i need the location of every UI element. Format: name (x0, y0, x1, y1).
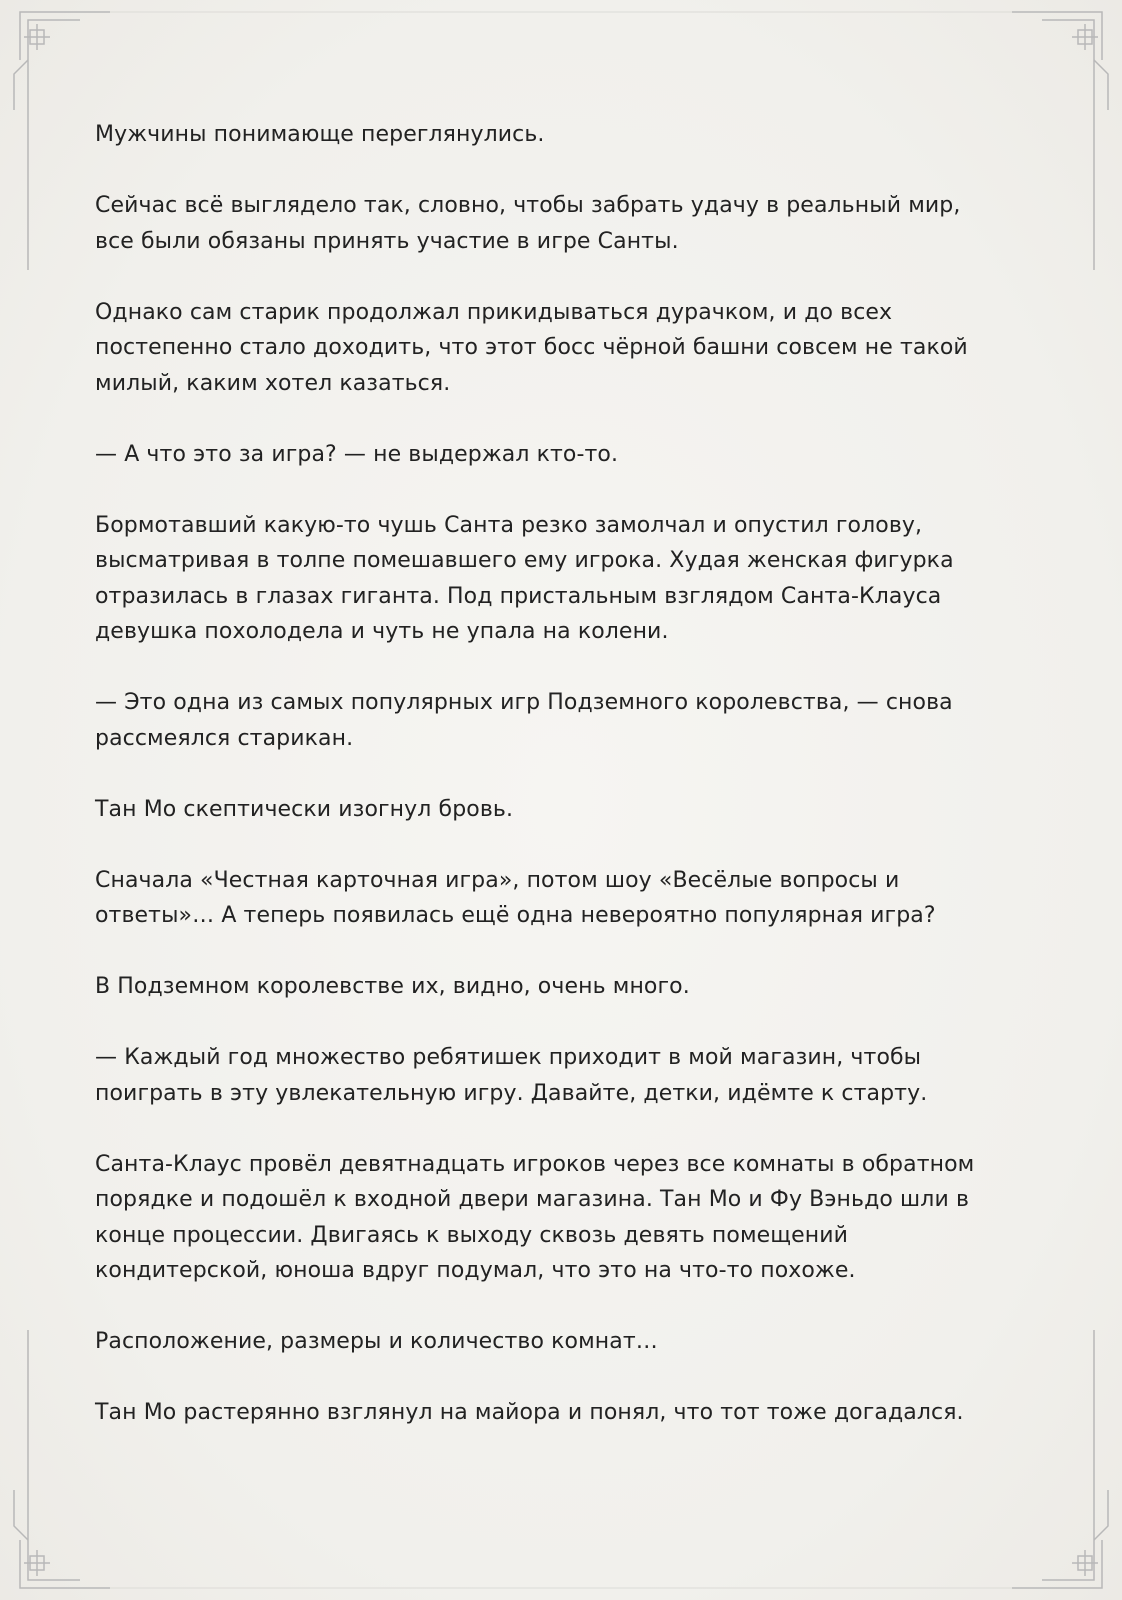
paragraph: Тан Мо скептически изогнул бровь. (95, 796, 514, 822)
paragraph: Сначала «Честная карточная игра», потом шоу «Весёлые вопросы и ответы»… А теперь появилась ещё одна невероятно популярная игра? (95, 867, 936, 928)
paragraph: Санта-Клаус провёл девятнадцать игроков через все комнаты в обратном порядке и подошёл к входной двери магазина. Тан Мо и Фу Вэньдо шли в конце процессии. Двигаясь к выходу сквозь девять помещений кондитерской, юноша вдруг подумал, что это на что-то похоже. (95, 1151, 975, 1283)
paragraph: Расположение, размеры и количество комнат… (95, 1329, 658, 1354)
paragraph: — А что это за игра? — не выдержал кто-то. (95, 441, 619, 467)
paragraph: Мужчины понимающе переглянулись. (95, 122, 545, 147)
story-text (95, 117, 1030, 1466)
paragraph: Сейчас всё выглядело так, словно, чтобы забрать удачу в реальный мир, все были обязаны принять участие в игре Санты. (95, 193, 961, 254)
paragraph: Бормотавший какую-то чушь Санта резко замолчал и опустил голову, высматривая в толпе помешавшего ему игрока. Худая женская фигурка отразилась в глазах гиганта. Под пристальным взглядом Санта-Клауса девушка похолодела и чуть не упала на колени. (95, 512, 954, 644)
paragraph: — Это одна из самых популярных игр Подземного королевства, — снова рассмеялся старикан. (95, 690, 953, 751)
paragraph: В Подземном королевстве их, видно, очень много. (95, 974, 690, 999)
paragraph: — Каждый год множество ребятишек приходит в мой магазин, чтобы поиграть в эту увлекательную игру. Давайте, детки, идёмте к старту. (95, 1045, 928, 1106)
paragraph: Тан Мо растерянно взглянул на майора и понял, что тот тоже догадался. (95, 1400, 964, 1425)
paragraph: Однако сам старик продолжал прикидываться дурачком, и до всех постепенно стало доходить, что этот босс чёрной башни совсем не такой милый, каким хотел казаться. (95, 299, 968, 396)
